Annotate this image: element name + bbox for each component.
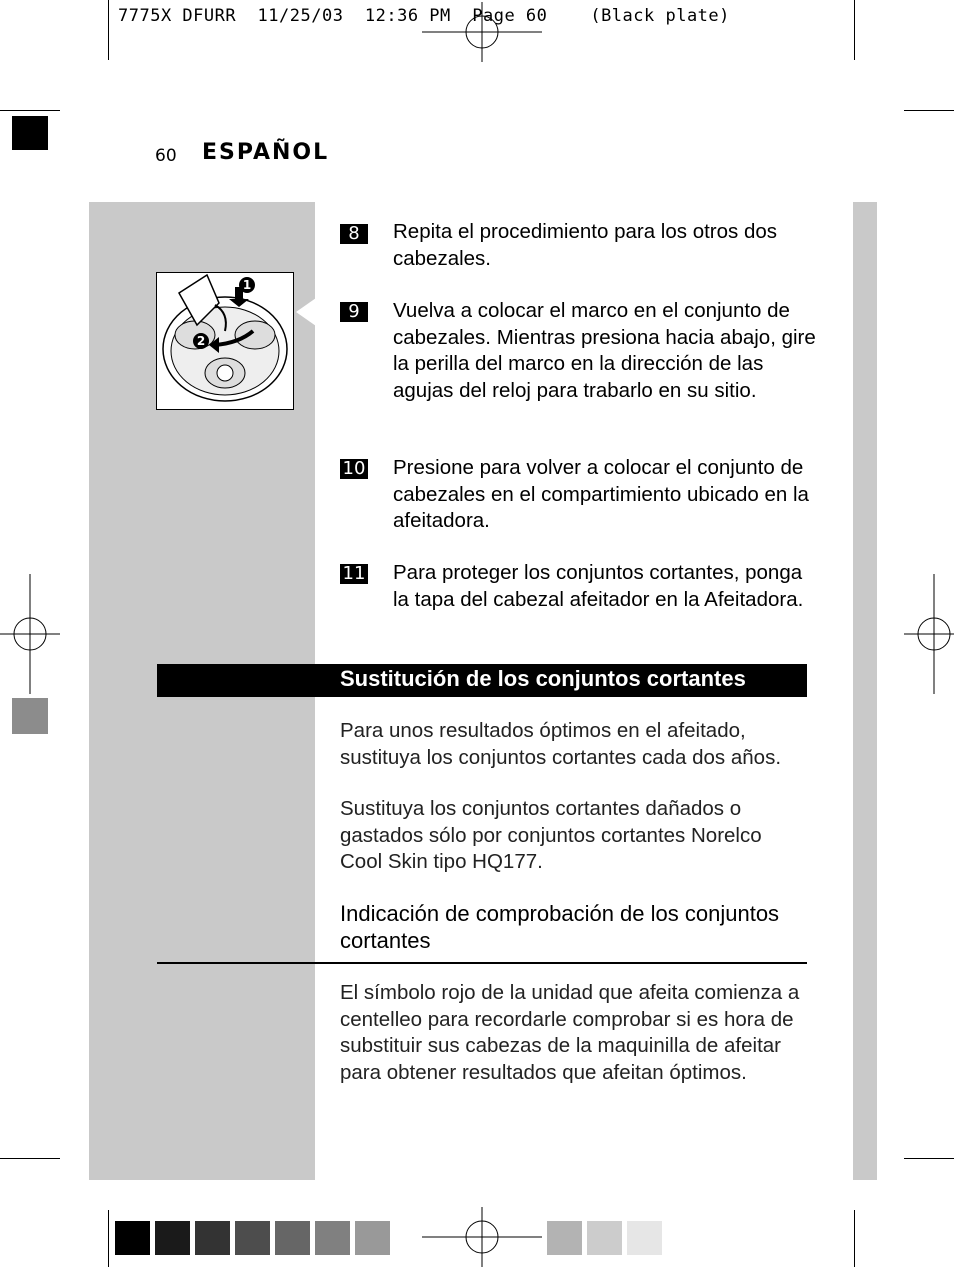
color-swatch [195,1221,230,1255]
paragraph-replacement-interval: Para unos resultados óptimos en el afeitado, sustituya los conjuntos cortantes cada dos años. [340,719,782,769]
crop-mark [108,1210,109,1267]
subheading: Indicación de comprobación de los conjuntos cortantes [340,901,780,953]
subheading-rule [157,962,807,964]
step-number-8: 8 [340,224,368,244]
crop-mark [854,1210,855,1267]
color-swatch [627,1221,662,1255]
right-grey-bar [853,202,877,1180]
crop-mark [108,0,109,60]
registration-mark [904,574,954,694]
section-title: Sustitución de los conjuntos cortantes [340,666,746,691]
shaver-head-illustration [156,272,294,410]
color-swatch [355,1221,390,1255]
step-text-8: Repita el procedimiento para los otros dos cabezales. [393,220,778,270]
crop-mark [904,1158,954,1159]
print-slug: 7775X DFURR 11/25/03 12:36 PM Page 60 (Black plate) [118,6,730,26]
step-number-9: 9 [340,302,368,322]
page-number: 60 [155,146,177,166]
step-number-11: 11 [340,564,368,584]
callout-2: 2 [193,333,209,349]
paragraph-replacement-type: Sustituya los conjuntos cortantes dañados o gastados sólo por conjuntos cortantes Norelco Cool Skin tipo HQ177. [340,797,762,873]
step-number-10: 10 [340,459,368,479]
paragraph-indicator: El símbolo rojo de la unidad que afeita comienza a centelleo para recordarle comprobar si es hora de substituir sus cabezas de la maquinilla de afeitar para obtener resultados que afeitan óptimos. [340,981,800,1084]
color-swatch-black [12,116,48,150]
crop-mark [0,110,60,111]
step-text-11: Para proteger los conjuntos cortantes, ponga la tapa del cabezal afeitador en la Afeitadora. [393,561,804,611]
color-swatch [587,1221,622,1255]
color-swatch [275,1221,310,1255]
color-swatch [547,1221,582,1255]
language-header: ESPAÑOL [202,140,330,165]
color-swatch [115,1221,150,1255]
color-swatch [155,1221,190,1255]
illustration-pointer [296,298,316,326]
crop-mark [904,110,954,111]
step-text-10: Presione para volver a colocar el conjunto de cabezales en el compartimiento ubicado en la afeitadora. [393,456,809,532]
callout-1: 1 [239,277,255,293]
color-swatch [235,1221,270,1255]
color-swatch-grey [12,698,48,734]
step-text-9: Vuelva a colocar el marco en el conjunto de cabezales. Mientras presiona hacia abajo, gire la perilla del marco en la dirección de las agujas del reloj para trabarlo en su sitio. [393,299,816,402]
registration-mark [422,2,542,62]
crop-mark [0,1158,60,1159]
crop-mark [854,0,855,60]
registration-mark [422,1207,542,1267]
registration-mark [0,574,60,694]
color-swatch [315,1221,350,1255]
